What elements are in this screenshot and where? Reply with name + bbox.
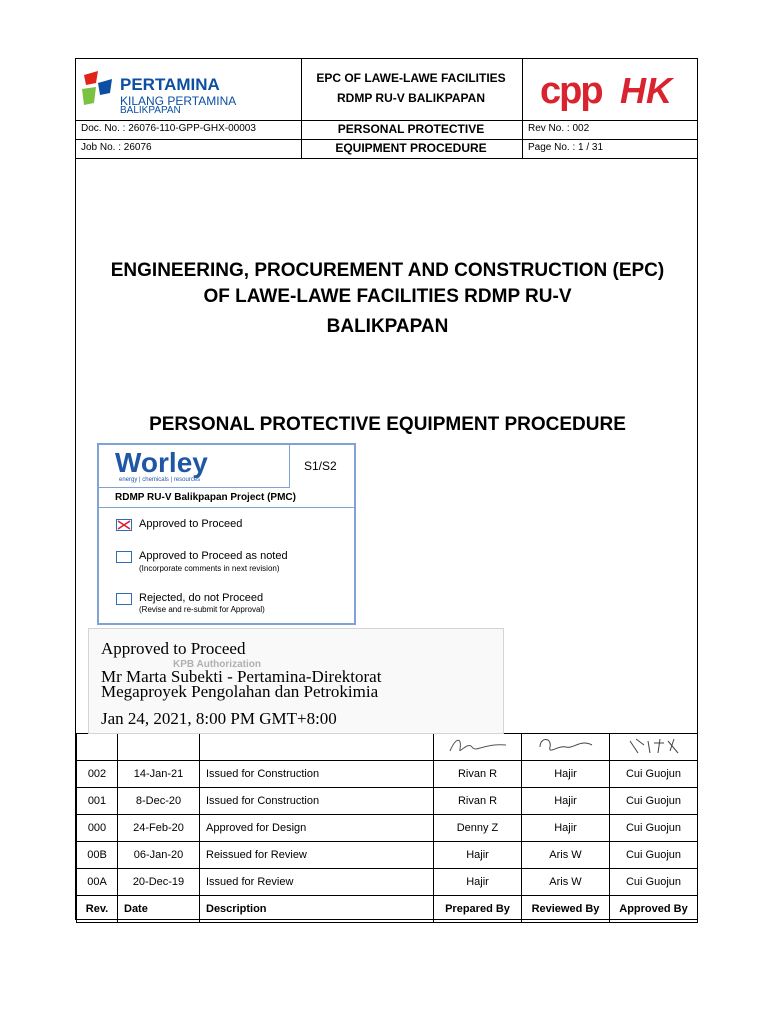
- revision-table: [76, 733, 698, 923]
- project-line1: EPC OF LAWE-LAWE FACILITIES: [316, 71, 506, 85]
- pertamina-logo-icon: [80, 69, 116, 109]
- company-sub2: BALIKPAPAN: [120, 105, 181, 116]
- table-row: 00B 06-Jan-20 Reissued for Review Hajir Aris W Cui Guojun: [77, 842, 698, 869]
- main-title-line2: OF LAWE-LAWE FACILITIES RDMP RU-V: [203, 286, 572, 307]
- option-rejected-note: (Revise and re-submit for Approval): [139, 605, 265, 614]
- table-row: 000 24-Feb-20 Approved for Design Denny Z Hajir Cui Guojun: [77, 815, 698, 842]
- svg-text:HK: HK: [620, 71, 672, 111]
- checked-x-icon: [117, 520, 131, 530]
- overlay-approver-line2: Megaproyek Pengolahan dan Petrokimia: [101, 682, 379, 701]
- company-name: PERTAMINA: [120, 75, 220, 94]
- signature-icon: [536, 735, 596, 757]
- overlay-approver-line1: Mr Marta Subekti - Pertamina-Direktorat: [101, 667, 382, 686]
- approved-signature: [610, 734, 698, 761]
- signature-icon: [448, 735, 508, 757]
- overlay-faint-text: KPB Authorization: [173, 659, 261, 670]
- reviewed-signature: [522, 734, 610, 761]
- overlay-timestamp: Jan 24, 2021, 8:00 PM GMT+8:00: [101, 709, 337, 728]
- page-number: Page No. : 1 / 31: [528, 142, 604, 153]
- stamp-code: S1/S2: [304, 459, 337, 473]
- worley-logo-text: Worley: [115, 447, 208, 478]
- table-row: 002 14-Jan-21 Issued for Construction Rivan R Hajir Cui Guojun: [77, 761, 698, 788]
- stamp-project: RDMP RU-V Balikpapan Project (PMC): [115, 492, 296, 503]
- doc-title-line1: PERSONAL PROTECTIVE: [337, 122, 485, 136]
- option-approved-label: Approved to Proceed: [139, 518, 243, 530]
- approved-as-noted-checkbox[interactable]: [116, 551, 132, 563]
- document-subtitle: PERSONAL PROTECTIVE EQUIPMENT PROCEDURE: [149, 414, 626, 435]
- company-sub1: KILANG PERTAMINA: [120, 94, 237, 108]
- doc-number: Doc. No. : 26076-110-GPP-GHX-00003: [81, 123, 256, 134]
- cpphk-logo: [538, 71, 688, 111]
- rejected-checkbox[interactable]: [116, 593, 132, 605]
- table-header-row: Rev. Date Description Prepared By Reviewed By Approved By: [77, 896, 698, 923]
- pertamina-logo: [80, 65, 298, 117]
- table-row: 00A 20-Dec-19 Issued for Review Hajir Aris W Cui Guojun: [77, 869, 698, 896]
- main-title-line1: ENGINEERING, PROCUREMENT AND CONSTRUCTION (EPC): [110, 260, 665, 281]
- approval-stamp: [97, 443, 356, 625]
- rev-number: Rev No. : 002: [528, 123, 590, 134]
- worley-tagline: energy | chemicals | resources: [119, 477, 201, 483]
- approved-checkbox[interactable]: [116, 519, 132, 531]
- doc-title-line2: EQUIPMENT PROCEDURE: [335, 141, 487, 155]
- option-noted-label: Approved to Proceed as noted: [139, 550, 288, 562]
- project-line2: RDMP RU-V BALIKPAPAN: [336, 91, 485, 105]
- option-noted-note: (Incorporate comments in next revision): [139, 564, 280, 573]
- signature-icon: [624, 735, 684, 757]
- approval-overlay: [88, 628, 504, 734]
- worley-logo: [99, 445, 290, 488]
- signature-row: [77, 734, 698, 761]
- main-title-line3: BALIKPAPAN: [326, 316, 449, 337]
- job-number: Job No. : 26076: [81, 142, 152, 153]
- overlay-status: Approved to Proceed: [101, 639, 246, 658]
- table-row: 001 8-Dec-20 Issued for Construction Rivan R Hajir Cui Guojun: [77, 788, 698, 815]
- prepared-signature: [434, 734, 522, 761]
- svg-text:cpp: cpp: [540, 71, 602, 111]
- option-rejected-label: Rejected, do not Proceed: [139, 592, 264, 604]
